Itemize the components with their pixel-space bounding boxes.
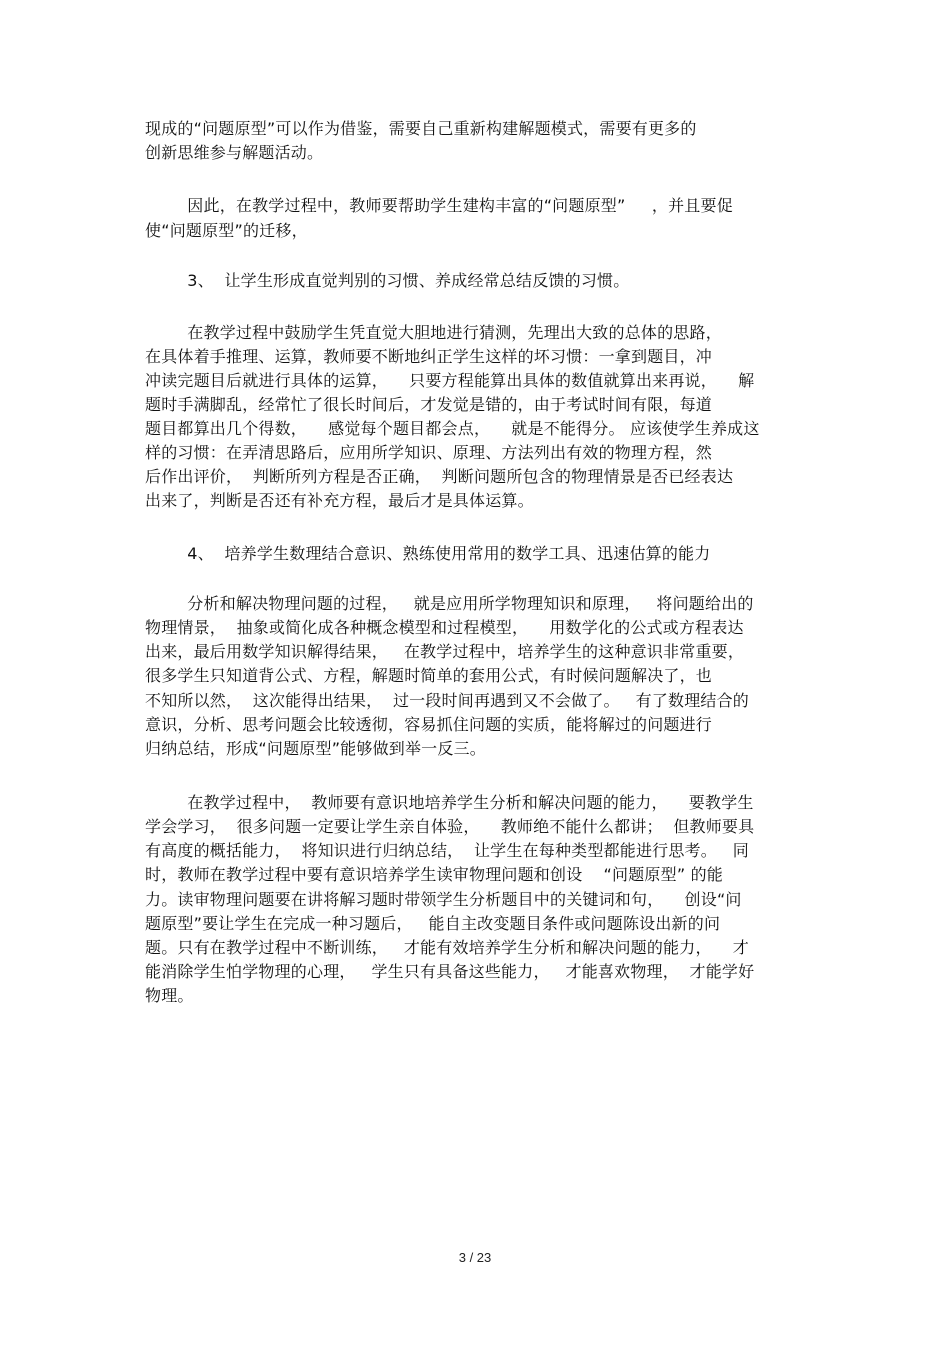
text-line: 出来，最后用数学知识解得结果， 在教学过程中，培养学生的这种意识非常重要， — [145, 642, 745, 661]
text-line: 有高度的概括能力， 将知识进行归纳总结， 让学生在每种类型都能进行思考。 同 — [145, 841, 750, 860]
text-line: 物理情景， 抽象或简化成各种概念模型和过程模型， 用数学化的公式或方程表达 — [145, 618, 744, 637]
text-line: 学会学习， 很多问题一定要让学生亲自体验， 教师绝不能什么都讲； 但教师要具 — [145, 817, 755, 836]
text-line: 样的习惯：在弄清思路后，应用所学知识、原理、方法列出有效的物理方程，然 — [145, 443, 713, 462]
text-line: 能消除学生怕学物理的心理， 学生只有具备这些能力， 才能喜欢物理， 才能学好 — [145, 962, 755, 981]
text-line: 分析和解决物理问题的过程， 就是应用所学物理知识和原理， 将问题给出的 — [145, 594, 754, 613]
text-line: 在教学过程中， 教师要有意识地培养学生分析和解决问题的能力， 要教学生 — [145, 793, 754, 812]
list-heading-4: 4、 培养学生数理结合意识、熟练使用常用的数学工具、迅速估算的能力 — [145, 544, 711, 563]
text-line: 在具体着手推理、运算，教师要不断地纠正学生这样的坏习惯：一拿到题目，冲 — [145, 347, 713, 366]
list-heading-3: 3、 让学生形成直觉判别的习惯、养成经常总结反馈的习惯。 — [145, 271, 630, 290]
text-line: 题原型”要让学生在完成一种习题后， 能自主改变题目条件或问题陈设出新的问 — [145, 914, 721, 933]
text-line: 使“问题原型”的迁移， — [145, 221, 308, 240]
text-line: 后作出评价， 判断所列方程是否正确， 判断问题所包含的物理情景是否已经表达 — [145, 467, 734, 486]
text-line: 时，教师在教学过程中要有意识培养学生读审物理问题和创设 “问题原型” 的能 — [145, 865, 724, 884]
text-line: 题时手满脚乱，经常忙了很长时间后，才发觉是错的，由于考试时间有限，每道 — [145, 395, 713, 414]
text-line: 归纳总结，形成“问题原型”能够做到举一反三。 — [145, 739, 486, 758]
text-line: 在教学过程中鼓励学生凭直觉大胆地进行猜测，先理出大致的总体的思路， — [145, 323, 722, 342]
text-line: 出来了，判断是否还有补充方程，最后才是具体运算。 — [145, 491, 534, 510]
text-line: 很多学生只知道背公式、方程，解题时简单的套用公式，有时候问题解决了，也 — [145, 666, 713, 685]
text-line: 物理。 — [145, 986, 194, 1005]
text-line: 意识，分析、思考问题会比较透彻，容易抓住问题的实质，能将解过的问题进行 — [145, 715, 713, 734]
text-line: 因此，在教学过程中，教师要帮助学生建构丰富的“问题原型” ，并且要促 — [145, 196, 733, 215]
page-number: 3 / 23 — [458, 1250, 492, 1265]
text-line: 现成的“问题原型”可以作为借鉴，需要自己重新构建解题模式，需要有更多的 — [145, 119, 697, 138]
text-line: 创新思维参与解题活动。 — [145, 143, 324, 162]
text-line: 题目都算出几个得数， 感觉每个题目都会点， 就是不能得分。 应该使学生养成这 — [145, 419, 760, 438]
text-line: 不知所以然， 这次能得出结果， 过一段时间再遇到又不会做了。 有了数理结合的 — [145, 691, 750, 710]
text-line: 力。读审物理问题要在讲将解习题时带领学生分析题目中的关键词和句， 创设“问 — [145, 890, 742, 909]
text-line: 题。只有在教学过程中不断训练， 才能有效培养学生分析和解决问题的能力， 才 — [145, 938, 750, 957]
text-line: 冲读完题目后就进行具体的运算， 只要方程能算出具体的数值就算出来再说， 解 — [145, 371, 755, 390]
